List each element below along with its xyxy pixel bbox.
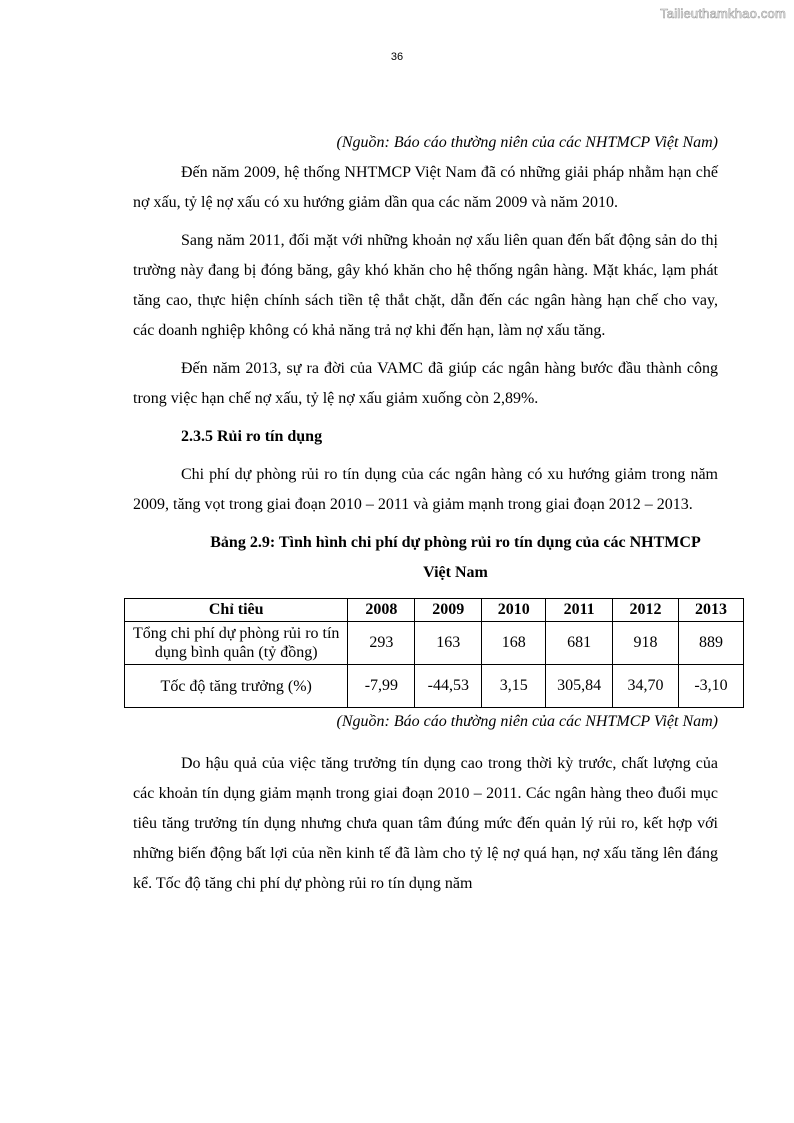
paragraph: Sang năm 2011, đối mặt với những khoản nợ xấu liên quan đến bất động sản do thị trường này đang bị đóng băng, gây khó khăn cho hệ thống ngân hàng. Mặt khác, lạm phát tăng cao, thực hiện chính sách tiền tệ thắt chặt, dẫn đến các ngân hàng hạn chế cho vay, các doanh nghiệp không có khả năng trả nợ khi đến hạn, làm nợ xấu tăng.: [133, 232, 718, 339]
table-header-cell: 2011: [546, 599, 613, 622]
table-header-row: [125, 599, 744, 622]
table-header-cell: 2008: [348, 599, 415, 622]
row-label: Tốc độ tăng trưởng (%): [125, 665, 348, 708]
table-cell: 163: [415, 622, 482, 665]
watermark: Tailieuthamkhao.com: [660, 6, 786, 21]
table-cell: 918: [613, 622, 679, 665]
table-caption-line: Việt Nam: [423, 564, 488, 581]
page-content: [132, 128, 728, 907]
source-note: (Nguồn: Báo cáo thường niên của các NHTMCP Việt Nam): [336, 713, 718, 730]
table-cell: 34,70: [613, 665, 679, 708]
table-cell: 681: [546, 622, 613, 665]
table-caption-line: Bảng 2.9: Tình hình chi phí dự phòng rủi ro tín dụng của các NHTMCP: [210, 534, 701, 551]
table-header-cell: 2009: [415, 599, 482, 622]
table-cell: 305,84: [546, 665, 613, 708]
row-label: Tổng chi phí dự phòng rủi ro tín dụng bình quân (tỷ đồng): [125, 622, 348, 665]
table-header-cell: 2010: [482, 599, 546, 622]
page-number: 36: [390, 51, 404, 63]
table-cell: 3,15: [482, 665, 546, 708]
table-cell: 168: [482, 622, 546, 665]
table-header-cell: Chỉ tiêu: [125, 599, 348, 622]
paragraph: Đến năm 2013, sự ra đời của VAMC đã giúp các ngân hàng bước đầu thành công trong việc hạn chế nợ xấu, tỷ lệ nợ xấu giảm xuống còn 2,89%.: [133, 360, 718, 407]
paragraph: Chi phí dự phòng rủi ro tín dụng của các ngân hàng có xu hướng giảm trong năm 2009, tăng vọt trong giai đoạn 2010 – 2011 và giảm mạnh trong giai đoạn 2012 – 2013.: [133, 466, 718, 513]
table-cell: -44,53: [415, 665, 482, 708]
table-cell: 889: [679, 622, 744, 665]
table-row: [125, 622, 744, 665]
table-header-cell: 2013: [679, 599, 744, 622]
section-heading: 2.3.5 Rủi ro tín dụng: [181, 428, 323, 445]
paragraph: Do hậu quả của việc tăng trưởng tín dụng cao trong thời kỳ trước, chất lượng của các khoản tín dụng giảm mạnh trong giai đoạn 2010 – 2011. Các ngân hàng theo đuổi mục tiêu tăng trưởng tín dụng nhưng chưa quan tâm đúng mức đến quản lý rủi ro, kết hợp với những biến động bất lợi của nền kinh tế đã làm cho tỷ lệ nợ quá hạn, nợ xấu tăng lên đáng kể. Tốc độ tăng chi phí dự phòng rủi ro tín dụng năm: [133, 755, 718, 892]
table-caption: [193, 528, 718, 588]
data-table: [124, 598, 744, 708]
table-cell: 293: [348, 622, 415, 665]
source-note: (Nguồn: Báo cáo thường niên của các NHTMCP Việt Nam): [336, 134, 718, 151]
table-cell: -7,99: [348, 665, 415, 708]
paragraph: Đến năm 2009, hệ thống NHTMCP Việt Nam đã có những giải pháp nhằm hạn chế nợ xấu, tỷ lệ nợ xấu có xu hướng giảm dần qua các năm 2009 và năm 2010.: [133, 164, 718, 211]
table-header-cell: 2012: [613, 599, 679, 622]
table-row: [125, 665, 744, 708]
table-cell: -3,10: [679, 665, 744, 708]
